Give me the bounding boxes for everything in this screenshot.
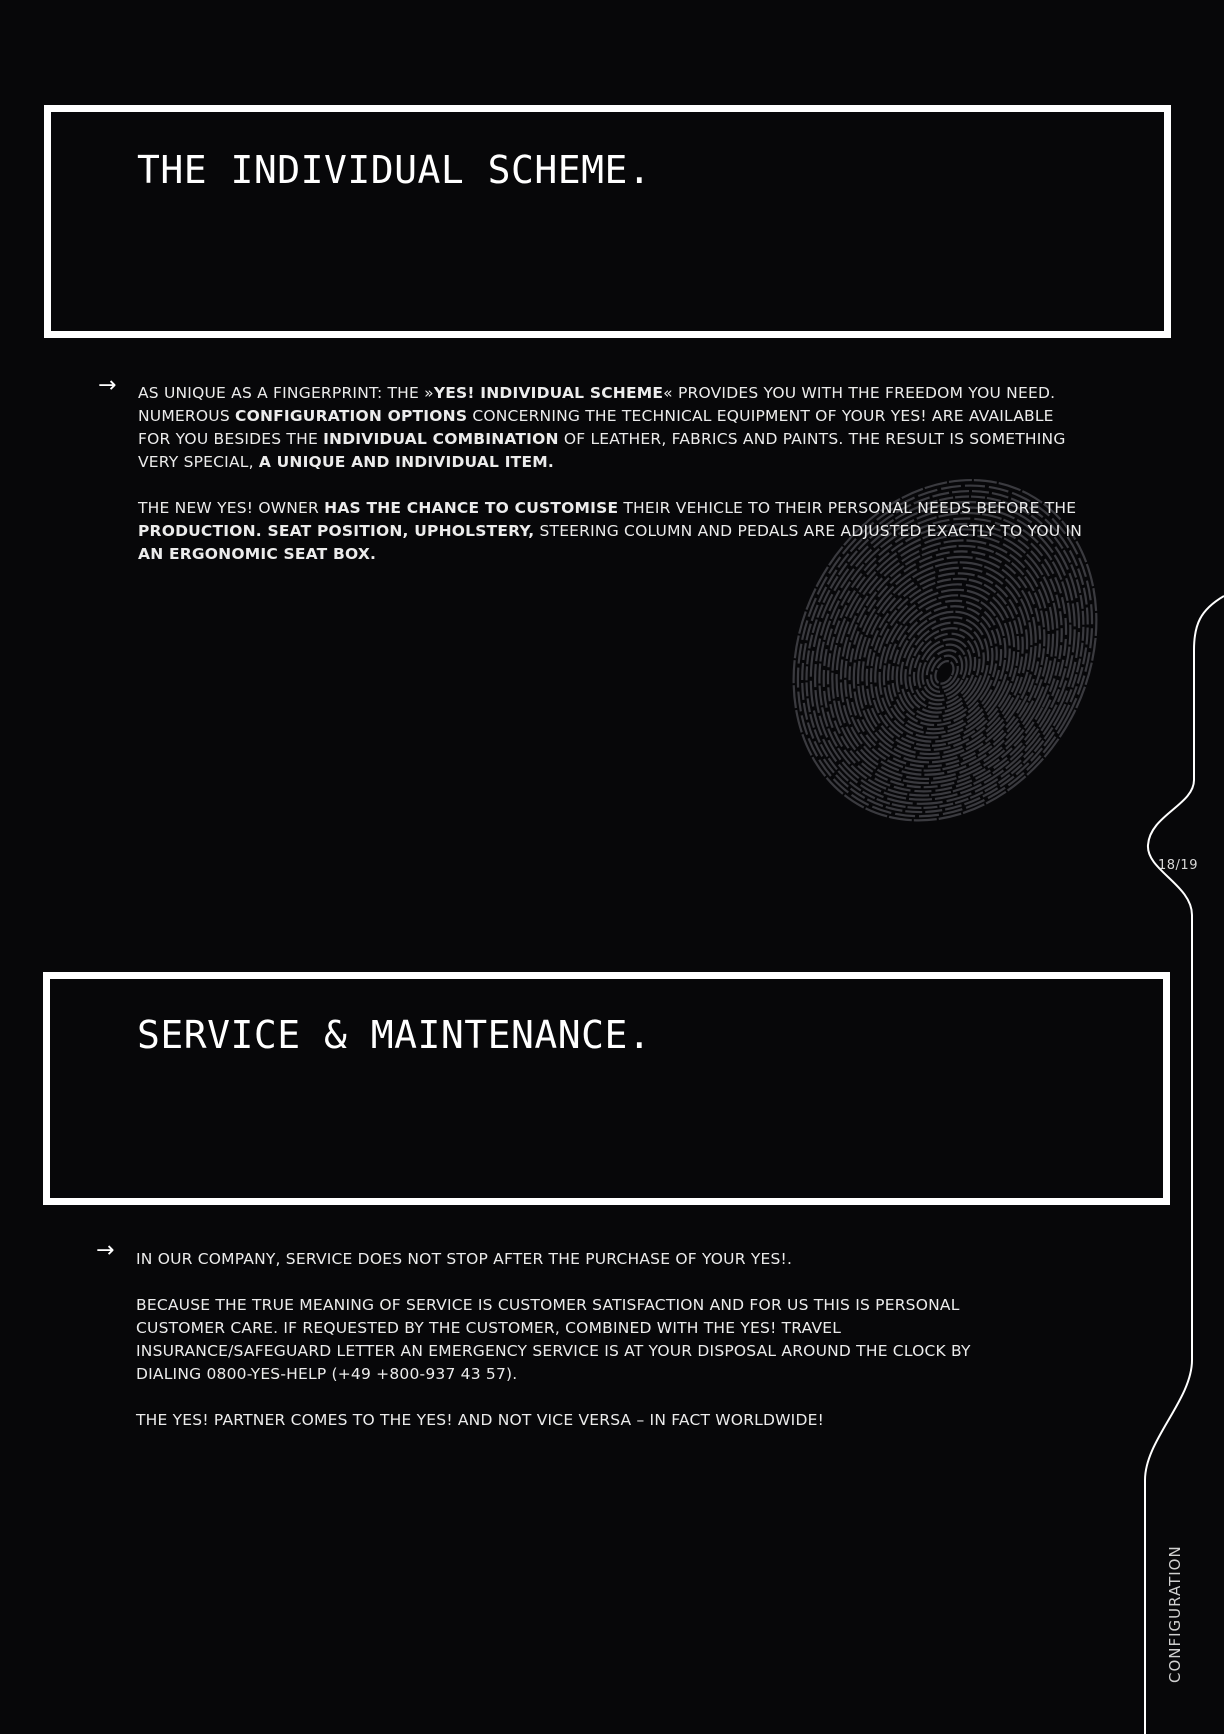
page-number: 18/19 bbox=[1158, 858, 1198, 873]
body-text-run: THE NEW YES! OWNER bbox=[138, 499, 325, 517]
body-text-run: THEIR VEHICLE TO THEIR PERSONAL NEEDS BEFORE THE bbox=[618, 499, 1077, 517]
body-paragraph bbox=[138, 497, 1083, 566]
emphasis-text: YES! INDIVIDUAL SCHEME bbox=[433, 384, 664, 402]
body-text-run: « PROVIDES YOU WITH THE FREEDOM YOU NEED. NUMEROUS bbox=[138, 384, 1056, 425]
body-text-run: AS UNIQUE AS A FINGERPRINT: THE » bbox=[138, 384, 434, 402]
body-paragraph bbox=[138, 382, 1083, 474]
section-label: CONFIGURATION bbox=[1166, 1545, 1184, 1683]
body-text-run: CONCERNING THE TECHNICAL EQUIPMENT OF YOUR YES! ARE AVAILABLE FOR YOU BESIDES THE bbox=[138, 407, 1054, 448]
service-maintenance-box bbox=[43, 972, 1170, 1205]
emphasis-text: CONFIGURATION OPTIONS bbox=[235, 407, 468, 425]
individual-scheme-box bbox=[44, 105, 1171, 338]
emphasis-text: INDIVIDUAL COMBINATION bbox=[323, 430, 559, 448]
body-text-run: BECAUSE THE TRUE MEANING OF SERVICE IS CUSTOMER SATISFACTION AND FOR US THIS IS PERSONAL CUSTOMER CARE. IF REQUESTED BY THE CUSTOMER, COMBINED WITH THE YES! TRAVEL INSURANCE/SAFEGUARD LETTER AN EMERGENCY SERVICE IS AT YOUR DISPOSAL AROUND THE CLOCK BY DIALING 0800-YES-HELP (+49 +800-937 43 57). bbox=[136, 1296, 971, 1383]
arrow-icon: → bbox=[98, 373, 117, 398]
individual-scheme-text bbox=[138, 382, 1083, 589]
body-text-run: OF LEATHER, FABRICS AND PAINTS. THE RESULT IS SOMETHING VERY SPECIAL, bbox=[138, 430, 1066, 471]
service-maintenance-text bbox=[136, 1248, 1016, 1455]
individual-scheme-title: THE INDIVIDUAL SCHEME. bbox=[137, 148, 652, 192]
body-paragraph bbox=[136, 1409, 1016, 1432]
body-text-run: IN OUR COMPANY, SERVICE DOES NOT STOP AFTER THE PURCHASE OF YOUR YES!. bbox=[136, 1250, 793, 1268]
body-paragraph bbox=[136, 1248, 1016, 1271]
body-text-run: THE YES! PARTNER COMES TO THE YES! AND NOT VICE VERSA – IN FACT WORLDWIDE! bbox=[136, 1411, 824, 1429]
body-text-run: STEERING COLUMN AND PEDALS ARE ADJUSTED EXACTLY TO YOU IN bbox=[534, 522, 1083, 540]
service-maintenance-title: SERVICE & MAINTENANCE. bbox=[137, 1013, 652, 1057]
emphasis-text: HAS THE CHANCE TO CUSTOMISE bbox=[324, 499, 619, 517]
emphasis-text: A UNIQUE AND INDIVIDUAL ITEM. bbox=[258, 453, 554, 471]
arrow-icon: → bbox=[96, 1238, 115, 1263]
body-paragraph bbox=[136, 1294, 1016, 1386]
emphasis-text: AN ERGONOMIC SEAT BOX. bbox=[138, 545, 377, 563]
emphasis-text: PRODUCTION. SEAT POSITION, UPHOLSTERY, bbox=[138, 522, 535, 540]
